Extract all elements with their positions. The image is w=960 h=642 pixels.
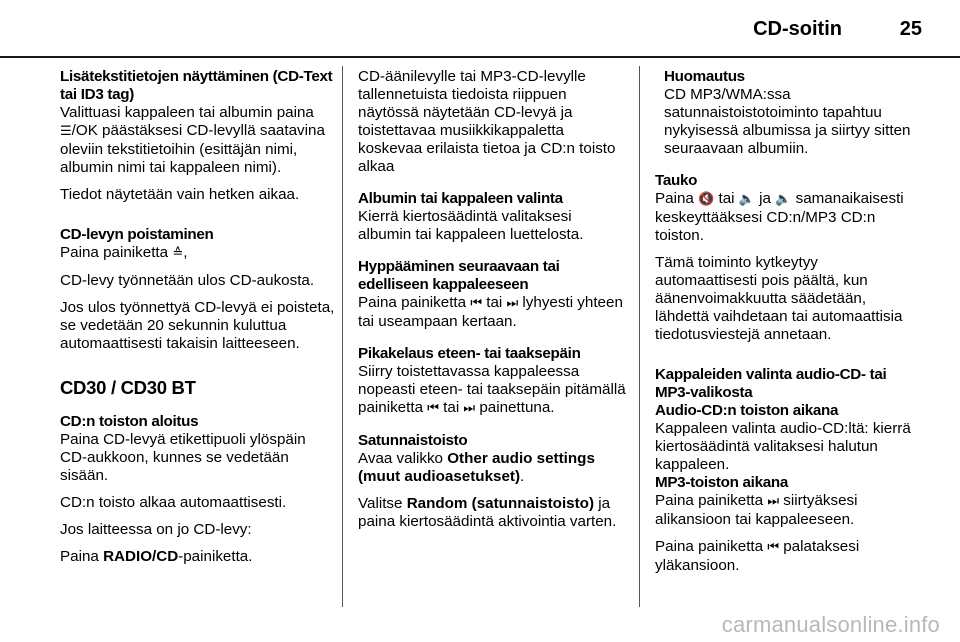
menu-icon: ☰ bbox=[60, 124, 72, 139]
text-span: ja paina kiertosäädintä aktivointia varten. bbox=[358, 495, 617, 530]
paragraph-info-duration: Tiedot näytetään vain hetken aikaa. bbox=[60, 186, 300, 203]
column-middle bbox=[358, 68, 626, 531]
text-span: siirtyäksesi alikansioon tai kappaleeseen. bbox=[655, 492, 858, 528]
watermark: carmanualsonline.info bbox=[721, 612, 940, 637]
volume-up-icon: 🔈 bbox=[738, 192, 755, 207]
text-span: Siirry toistettavassa kappaleessa nopeasti eteen- tai taaksepäin pitämällä painiketta bbox=[358, 363, 626, 416]
text-span: Paina painiketta bbox=[358, 294, 471, 311]
text-span: Paina painiketta bbox=[655, 538, 768, 555]
heading-skip: Hyppääminen seuraavaan tai edelliseen kappaleeseen bbox=[358, 258, 560, 293]
note-box bbox=[655, 68, 923, 158]
text-span: Paina bbox=[60, 548, 104, 565]
previous-track-icon: ⏮ bbox=[470, 296, 483, 311]
text-span: Paina bbox=[655, 190, 699, 207]
text-span: samanaikaisesti keskeyttääksesi CD:n/MP3 CD:n toiston. bbox=[655, 190, 904, 244]
paragraph-start-3: Jos laitteessa on jo CD-levy: bbox=[60, 521, 252, 538]
heading-eject: CD-levyn poistaminen bbox=[60, 226, 214, 243]
text-span: Valitse bbox=[358, 495, 407, 512]
text-span: palataksesi yläkansioon. bbox=[655, 538, 860, 574]
text-span: Valittuasi kappaleen tai albumin paina bbox=[60, 104, 314, 121]
paragraph-fast bbox=[358, 363, 626, 418]
paragraph-skip bbox=[358, 294, 626, 331]
paragraph-intro: CD-äänilevylle tai MP3-CD-levylle tallennetuista tiedoista riippuen näytössä näytetään CD-levyä ja toistettavaa musiikkikappaletta koskevaa erilaista tietoa ja CD:n toisto alkaa bbox=[358, 68, 616, 175]
page-title: CD-soitin bbox=[753, 18, 842, 40]
paragraph-pause-2: Tämä toiminto kytkeytyy automaattisesti pois päältä, kun äänenvoimakkuutta säädetään, lähdettä vaihdetaan tai automaattisia tiedotusviestejä annetaan. bbox=[655, 254, 903, 343]
text-span: tai bbox=[714, 190, 739, 207]
paragraph-random-1 bbox=[358, 450, 626, 486]
next-track-icon: ⏭ bbox=[463, 401, 476, 416]
menu-name-random: Random (satunnaistoisto) bbox=[406, 495, 595, 512]
mute-icon: 🔇 bbox=[698, 192, 715, 207]
page-header bbox=[0, 0, 960, 58]
heading-pause: Tauko bbox=[655, 172, 698, 189]
heading-start: CD:n toiston aloitus bbox=[60, 413, 199, 430]
text-span: /OK päästäksesi CD-levyllä saatavina oleviin tekstitietoihin (esittäjän nimi, albumin nimi tai kappaleen nimi). bbox=[60, 122, 325, 176]
paragraph-mp3-back bbox=[655, 538, 923, 575]
page-number: 25 bbox=[899, 18, 922, 40]
text-span: Paina painiketta bbox=[655, 492, 768, 509]
paragraph-random-2 bbox=[358, 495, 626, 531]
paragraph-eject bbox=[60, 244, 336, 263]
column-right bbox=[655, 68, 923, 575]
column-left bbox=[60, 68, 336, 566]
text-span: , bbox=[183, 244, 188, 261]
paragraph-start-2: CD:n toisto alkaa automaattisesti. bbox=[60, 494, 287, 511]
heading-random: Satunnaistoisto bbox=[358, 432, 468, 449]
text-span: painettuna. bbox=[475, 399, 555, 416]
previous-track-icon: ⏮ bbox=[427, 401, 439, 416]
paragraph-pause bbox=[655, 190, 923, 245]
text-span: -painiketta. bbox=[178, 548, 253, 565]
column-divider bbox=[342, 66, 343, 607]
text-span: tai bbox=[482, 294, 507, 311]
paragraph-text-info bbox=[60, 104, 336, 177]
column-divider bbox=[639, 66, 640, 607]
text-span: . bbox=[520, 468, 525, 485]
paragraph-start-4 bbox=[60, 548, 336, 566]
text-span: Avaa valikko bbox=[358, 450, 448, 467]
paragraph-start-1: Paina CD-levyä etikettipuoli ylöspäin CD-aukkoon, kunnes se vedetään sisään. bbox=[60, 431, 306, 484]
paragraph-select: Kierrä kiertosäädintä valitaksesi albumin tai kappaleen luettelosta. bbox=[358, 208, 584, 243]
paragraph-eject-3: Jos ulos työnnettyä CD-levyä ei poisteta, se vedetään 20 sekunnin kuluttua automaattisesti takaisin laitteeseen. bbox=[60, 299, 335, 352]
paragraph-mp3 bbox=[655, 492, 923, 529]
text-span: ja bbox=[754, 190, 776, 207]
section-heading-cd30: CD30 / CD30 BT bbox=[60, 377, 196, 398]
note-text: CD MP3/WMA:ssa satunnaistoistotoiminto tapahtuu nykyisessä albumissa ja siirtyy sitten seuraavaan albumiin. bbox=[664, 86, 911, 157]
text-span: Paina painiketta bbox=[60, 244, 173, 261]
next-track-icon: ⏭ bbox=[506, 296, 519, 311]
note-title: Huomautus bbox=[664, 68, 745, 85]
text-span: lyhyesti yhteen tai useampaan kertaan. bbox=[358, 294, 623, 330]
heading-menu-select: Kappaleiden valinta audio-CD- tai MP3-valikosta bbox=[655, 366, 887, 401]
text-span: tai bbox=[438, 399, 464, 416]
heading-select: Albumin tai kappaleen valinta bbox=[358, 190, 563, 207]
volume-down-icon: 🔈 bbox=[775, 192, 792, 207]
previous-track-icon: ⏮ bbox=[767, 540, 780, 555]
next-track-icon: ⏭ bbox=[767, 494, 780, 509]
button-name-radio-cd: RADIO/CD bbox=[103, 548, 179, 565]
heading-mp3: MP3-toiston aikana bbox=[655, 474, 789, 491]
heading-audio-cd: Audio-CD:n toiston aikana bbox=[655, 402, 839, 419]
heading-fast: Pikakelaus eteen- tai taaksepäin bbox=[358, 345, 581, 362]
paragraph-audio-cd: Kappaleen valinta audio-CD:ltä: kierrä kiertosäädintä valitaksesi halutun kappaleen. bbox=[655, 420, 911, 473]
heading-text-info: Lisätekstitietojen näyttäminen (CD-Text tai ID3 tag) bbox=[60, 68, 333, 103]
paragraph-eject-2: CD-levy työnnetään ulos CD-aukosta. bbox=[60, 272, 315, 289]
menu-name-other-audio: Other audio settings (muut audioasetukset) bbox=[358, 450, 595, 485]
eject-icon: ≙ bbox=[172, 246, 184, 261]
